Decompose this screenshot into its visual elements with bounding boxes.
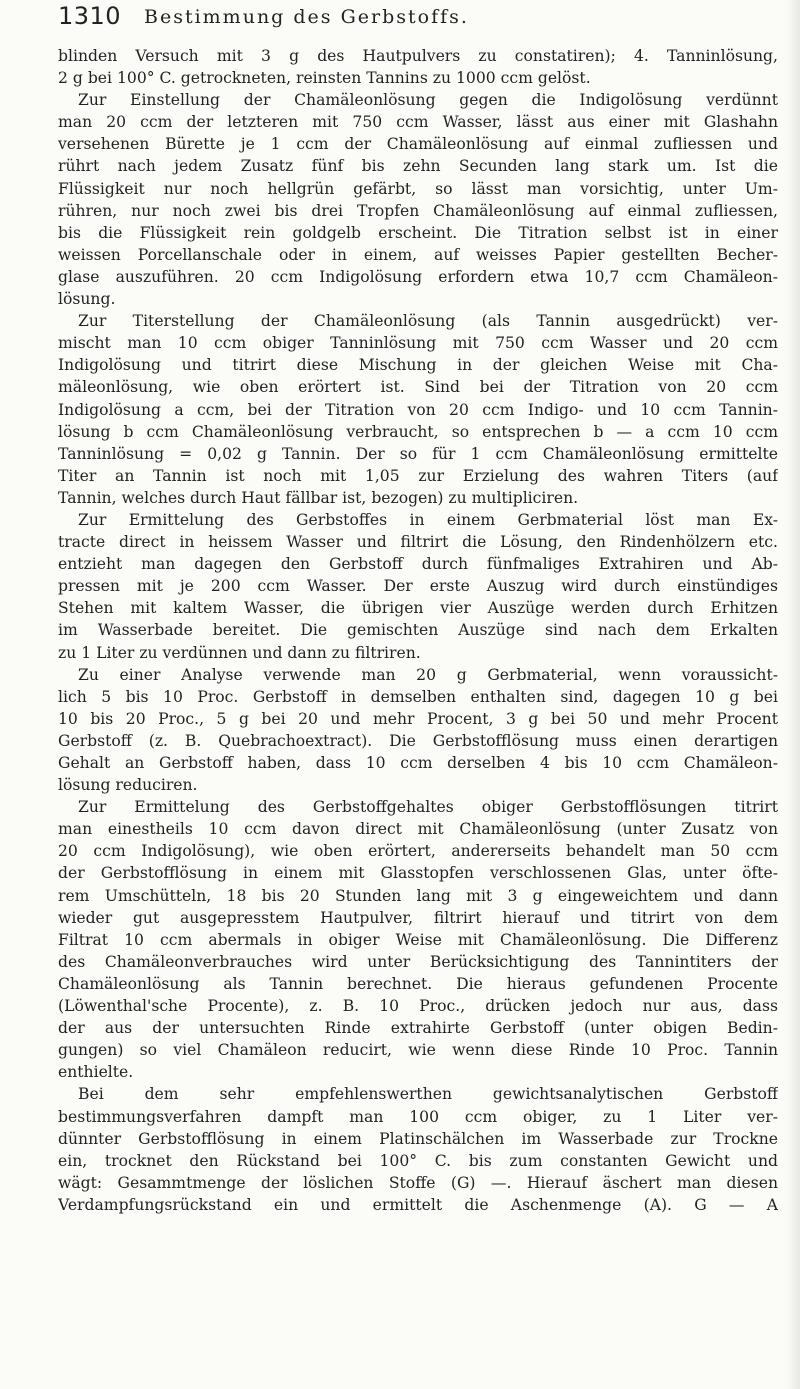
text-line: der Gerbstofflösung in einem mit Glasstopfen verschlossenen Glas, unter öfte- [58, 864, 778, 883]
text-line: 10 bis 20 Proc., 5 g bei 20 und mehr Procent, 3 g bei 50 und mehr Procent [58, 709, 778, 728]
text-line: Tanninlösung = 0,02 g Tannin. Der so für 1 ccm Chamäleonlösung ermittelte [58, 444, 778, 463]
text-line: der aus der untersuchten Rinde extrahirte Gerbstoff (unter obigen Bedin- [58, 1019, 778, 1038]
running-head: Bestimmung des Gerbstoffs. [144, 6, 469, 28]
text-line: zu 1 Liter zu verdünnen und dann zu filtriren. [58, 643, 421, 662]
text-line: Zu einer Analyse verwende man 20 g Gerbmaterial, wenn voraussicht- [78, 665, 778, 684]
text-line: versehenen Bürette je 1 ccm der Chamäleonlösung auf einmal zufliessen und [58, 135, 778, 154]
text-line: dünnter Gerbstofflösung in einem Platinschälchen im Wasserbade zur Trockne [58, 1129, 778, 1148]
text-line: man einestheils 10 ccm davon direct mit Chamäleonlösung (unter Zusatz von [58, 820, 778, 839]
text-line: Indigolösung und titrirt diese Mischung in der gleichen Weise mit Cha- [58, 356, 778, 375]
body-text [58, 45, 778, 1216]
page-edge-shadow [786, 0, 800, 1389]
text-line: bestimmungsverfahren dampft man 100 ccm obiger, zu 1 Liter ver- [58, 1107, 778, 1126]
text-line: Chamäleonlösung als Tannin berechnet. Die hieraus gefundenen Procente [58, 974, 778, 993]
text-line: des Chamäleonverbrauches wird unter Berücksichtigung des Tannintiters der [58, 952, 778, 971]
text-line: Zur Ermittelung des Gerbstoffgehaltes obiger Gerbstofflösungen titrirt [78, 798, 778, 817]
text-line: ein, trocknet den Rückstand bei 100° C. bis zum constanten Gewicht und [58, 1151, 778, 1170]
text-line: rem Umschütteln, 18 bis 20 Stunden lang mit 3 g eingeweichtem und dann [58, 886, 778, 905]
text-line: Indigolösung a ccm, bei der Titration von 20 ccm Indigo- und 10 ccm Tannin- [58, 400, 778, 419]
text-line: Gerbstoff (z. B. Quebrachoextract). Die Gerbstofflösung muss einen derartigen [58, 731, 778, 750]
text-line: lich 5 bis 10 Proc. Gerbstoff in demselben enthalten sind, dagegen 10 g bei [58, 687, 778, 706]
page-number: 1310 [58, 2, 122, 30]
text-line: lösung b ccm Chamäleonlösung verbraucht, so entsprechen b — a ccm 10 ccm [58, 422, 778, 441]
text-line: Zur Einstellung der Chamäleonlösung gegen die Indigolösung verdünnt [78, 91, 778, 110]
text-line: lösung reduciren. [58, 776, 198, 795]
text-line: Zur Ermittelung des Gerbstoffes in einem Gerbmaterial löst man Ex- [78, 510, 778, 529]
text-line: bis die Flüssigkeit rein goldgelb erscheint. Die Titration selbst ist in einer [58, 223, 778, 242]
text-line: lösung. [58, 290, 116, 309]
text-line: Stehen mit kaltem Wasser, die übrigen vier Auszüge werden durch Erhitzen [58, 599, 778, 618]
text-line: Flüssigkeit nur noch hellgrün gefärbt, so lässt man vorsichtig, unter Um- [58, 179, 778, 198]
text-line: man 20 ccm der letzteren mit 750 ccm Wasser, lässt aus einer mit Glashahn [58, 113, 778, 132]
text-line: Titer an Tannin ist noch mit 1,05 zur Erzielung des wahren Titers (auf [58, 466, 778, 485]
text-line: blinden Versuch mit 3 g des Hautpulvers zu constatiren); 4. Tanninlösung, [58, 47, 778, 65]
text-line: rühren, nur noch zwei bis drei Tropfen Chamäleonlösung auf einmal zufliessen, [58, 201, 778, 220]
text-line: enthielte. [58, 1063, 134, 1082]
text-line: mäleonlösung, wie oben erörtert ist. Sind bei der Titration von 20 ccm [58, 378, 778, 397]
text-line: Filtrat 10 ccm abermals in obiger Weise mit Chamäleonlösung. Die Differenz [58, 930, 778, 949]
text-line: Zur Titerstellung der Chamäleonlösung (als Tannin ausgedrückt) ver- [78, 312, 778, 331]
text-line: Verdampfungsrückstand ein und ermittelt die Aschenmenge (A). G — A [58, 1195, 778, 1214]
text-line: gungen) so viel Chamäleon reducirt, wie wenn diese Rinde 10 Proc. Tannin [58, 1041, 778, 1060]
text-line: 20 ccm Indigolösung), wie oben erörtert, andererseits behandelt man 50 ccm [58, 842, 778, 861]
text-line: rührt nach jedem Zusatz fünf bis zehn Secunden lang stark um. Ist die [58, 157, 778, 176]
text-line: glase auszuführen. 20 ccm Indigolösung erfordern etwa 10,7 ccm Chamäleon- [58, 267, 778, 286]
text-line: Tannin, welches durch Haut fällbar ist, bezogen) zu multipliciren. [58, 488, 579, 507]
text-line: weissen Porcellanschale oder in einem, auf weisses Papier gestellten Becher- [58, 245, 778, 264]
text-line: tracte direct in heissem Wasser und filtrirt die Lösung, den Rindenhölzern etc. [58, 533, 778, 552]
text-line: (Löwenthal'sche Procente), z. B. 10 Proc., drücken jedoch nur aus, dass [58, 997, 778, 1016]
text-line: wägt: Gesammtmenge der löslichen Stoffe (G) —. Hierauf äschert man diesen [58, 1173, 778, 1192]
text-line: entzieht man dagegen den Gerbstoff durch fünfmaliges Extrahiren und Ab- [58, 555, 778, 574]
text-line: wieder gut ausgepresstem Hautpulver, filtrirt hierauf und titrirt von dem [58, 908, 778, 927]
text-line: mischt man 10 ccm obiger Tanninlösung mit 750 ccm Wasser und 20 ccm [58, 334, 778, 353]
text-line: 2 g bei 100° C. getrockneten, reinsten Tannins zu 1000 ccm gelöst. [58, 69, 591, 88]
text-line: Gehalt an Gerbstoff haben, dass 10 ccm derselben 4 bis 10 ccm Chamäleon- [58, 754, 778, 772]
page-header [58, 0, 778, 40]
text-line: pressen mit je 200 ccm Wasser. Der erste Auszug wird durch einstündiges [58, 577, 778, 596]
text-line: im Wasserbade bereitet. Die gemischten Auszüge sind nach dem Erkalten [58, 621, 778, 640]
text-line: Bei dem sehr empfehlenswerthen gewichtsanalytischen Gerbstoff [78, 1085, 778, 1104]
